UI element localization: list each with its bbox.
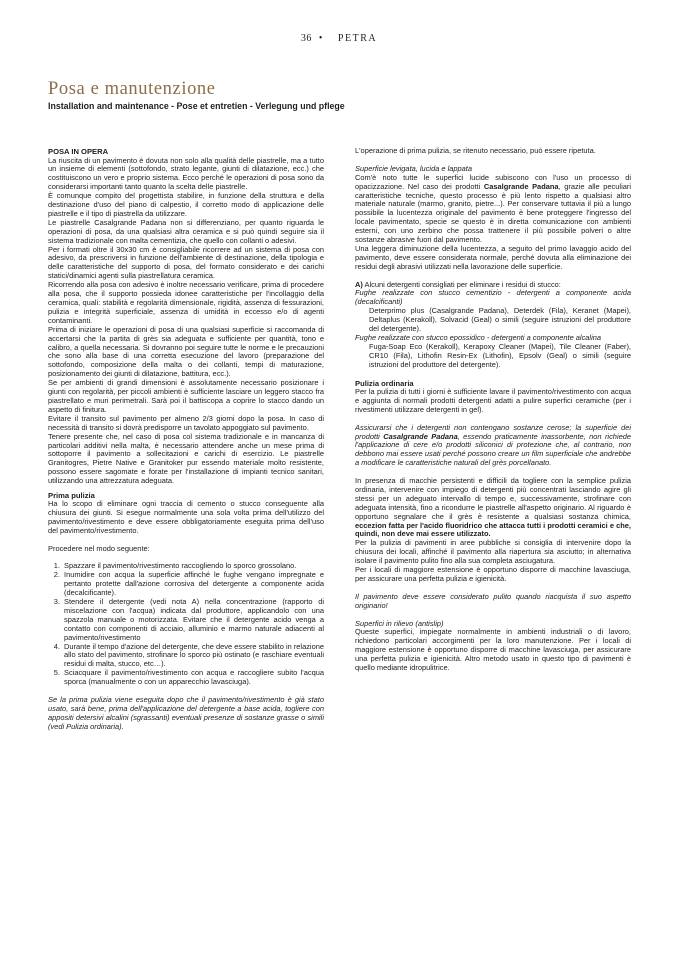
lucida-paragraph-2: Una leggera diminuzione della lucentezza, a seguito del primo lavaggio acido del pavimento, deve essere considerata normale, perché dovuta alla eliminazione dei residui degli abrasivi utilizzati nella lavorazione delle superficie. <box>355 243 631 271</box>
brand-name: Casalgrande Padana <box>383 431 458 441</box>
closing-note: Se la prima pulizia viene eseguita dopo che il pavimento/rivestimento è già stato usato, sarà bene, prima dell'applicazione del detergente a base acida, togliere con appositi detersivi alcalini (sgrassanti) eventuali presenze di sostanze grasse o simili (vedi Pulizia ordinaria). <box>48 694 324 731</box>
acid-warning: eccezion fatta per l'acido fluoridrico che attacca tutti i prodotti ceramici e che, quindi, non deve mai essere utilizzato. <box>355 520 631 539</box>
rilievo-paragraph: Queste superfici, impiegate normalmente in ambienti industriali o di lavoro, richiedono particolari accorgimenti per la loro manutenzione. Per i locali di maggiore estensione è opportuno disporre di macchine lavasciuga, per assicurare una perfetta pulizia e igienicità. Altro metodo usato in questo tipo di pavimenti è quello mediante idropulitrice. <box>355 627 631 673</box>
right-column <box>355 147 631 673</box>
posa-paragraph: Le piastrelle Casalgrande Padana non si differenziano, per quanto riguarda le operazioni di posa, da una qualsiasi altra ceramica e si può quindi seguire sia il sistema tradizionale con malta cementizia, che quello con collanti o adesivi. <box>48 217 324 245</box>
posa-paragraph: Ricorrendo alla posa con adesivo è inoltre necessario verificare, prima di procedere alla posa, che il supporto possieda idonee caratteristiche per l'incollaggio della ceramica, quali: stabilità e regolarità dimensionale, rigidità, assenza di fessurazioni, pulizia e integrità superficiale, assenza di umidità in eccesso e/o di agenti contaminanti. <box>48 280 324 325</box>
left-column <box>48 147 324 732</box>
fughe-epossidico-heading: Fughe realizzate con stucco epossidico - detergenti a componente alcalina <box>355 333 601 342</box>
procedure-step: 3. Stendere il detergente (vedi nota A) nella concentrazione (rapporto di miscelazione con l'acqua) indicata dal produttore, applicandolo con una spazzola manuale o motorizzata. Evitare che il detergente acido venga a contatto con componenti di acciaio, alluminio e marmo naturale adiacenti al pavimento/rivestimento <box>62 598 324 643</box>
procedure-step: 4. Durante il tempo d'azione del detergente, che deve essere stabilito in relazione allo stato del pavimento, strofinare lo sporco più ostinato (e raschiare eventuali residui di malta, stucco, etc…). <box>62 643 324 670</box>
detergent-note: A) Alcuni detergenti consigliati per eliminare i residui di stucco: <box>355 279 561 289</box>
posa-paragraph: Evitare il transito sul pavimento per almeno 2/3 giorni dopo la posa. In caso di necessità di transito si dovrà predisporre un tavolato appoggiato sul pavimento. <box>48 413 324 432</box>
page-title: Posa e manutenzione <box>48 79 216 99</box>
fughe-cementizio-heading: Fughe realizzate con stucco cementizio - detergenti a componente acida (decalcificanti) <box>355 288 631 307</box>
posa-heading: POSA IN OPERA <box>48 147 109 156</box>
posa-paragraph: Prima di iniziare le operazioni di posa di una qualsiasi superficie si raccomanda di accertarsi che la partita di grès sia adeguata e sufficiente per quantità, tono e calibro, a quella necessaria. Si dovranno poi seguire tutte le norme e le precauzioni che sono alla base di una corretta esecuzione del lavoro (preparazione del sottofondo, composizione della malta o dei collanti, tempi di maturazione, posizionamento dei giunti di dilatazione, battitura, ecc.). <box>48 324 324 379</box>
lucida-heading: Superficie levigata, lucida e lappata <box>355 163 473 173</box>
rilievo-heading: Superfici in rilievo (antislip) <box>355 618 444 628</box>
brand-name: Casalgrande Padana <box>483 181 559 191</box>
procedure-steps <box>48 562 324 687</box>
macchie-paragraph: In presenza di macchie persistenti e difficili da togliere con la semplice pulizia ordinaria, intervenire con impiego di detergenti più concentrati lasciando agire gli stessi per un adeguato intervallo di tempo e, successivamente, strofinare con adeguata intensità, fino a ricondurre le piastrelle all'aspetto originario. Al riguardo è opportuno segnalare che il grès è resistente a qualsiasi sostanza chimica, eccezion fatta per l'acido fluoridrico che attacca tutti i prodotti ceramici e che, quindi, non deve mai essere utilizzato. <box>355 476 631 539</box>
fughe-epossidico-list: Fuga-Soap Eco (Kerakoll), Kerapoxy Cleaner (Mapei), Tile Cleaner (Faber), CR10 (Fila), Lithofin Resin-Ex (Lithofin), Epsolv (Geal) o simili (seguire istruzioni del produttore del detergente). <box>369 341 631 369</box>
header-bullet: • <box>318 33 323 44</box>
locali-paragraph: Per i locali di maggiore estensione è opportuno disporre di macchine lavasciuga, per assicurare una perfetta pulizia e igienicità. <box>355 565 631 584</box>
procedure-step: 2. Inumidire con acqua la superficie affinché le fughe vengano impregnate e pertanto protette dall'azione corrosiva del detergente a componente acida (decalcificante). <box>62 571 324 598</box>
clean-criterion: Il pavimento deve essere considerato pulito quando riacquista il suo aspetto originario! <box>355 591 631 610</box>
repeat-note: L'operazione di prima pulizia, se ritenuto necessario, può essere ripetuta. <box>355 146 596 155</box>
pulizia-ordinaria-heading: Pulizia ordinaria <box>355 378 414 388</box>
pulizia-ordinaria-paragraph: Per la pulizia di tutti i giorni è sufficiente lavare il pavimento/rivestimento con acqua e aggiunta di normali prodotti detergenti adatti a pulire superfici ceramiche (per i rivestimenti utilizzare detergenti in gel). <box>355 387 631 414</box>
posa-paragraph: La riuscita di un pavimento è dovuta non solo alla qualità delle piastrelle, ma a tutto un insieme di elementi (sottofondo, strato legante, giunti di dilatazione, ecc.) che costituiscono un vero e proprio sistema. Ecco perché le operazioni di posa sono da considerarsi importanti tanto quanto la scelta delle piastrelle. <box>48 155 324 192</box>
posa-paragraph: Tenere presente che, nel caso di posa col sistema tradizionale e in mancanza di particolari additivi nella malta, è necessario attendere anche un mese prima di sottoporre il pavimento a sollecitazioni e carichi di esercizio. Le piastrelle Granitogres, Pietre Native e Granitoker pur essendo materiale molto resistente, possono essere sagomate e forate per l'installazione di impianti tecnico sanitari, utilizzando una attrezzatura adeguata. <box>48 431 324 486</box>
lucida-paragraph: Com'è noto tutte le superfici lucide subiscono con l'uso un processo di opacizzazione. Nel caso dei prodotti Casalgrande Padana, grazie alle peculiari caratteristiche tecniche, questo processo è più lento rispetto a qualsiasi altro materiale naturale (marmo, granito, pietre...). Per conservare tuttavia il più a lungo possibile la lucentezza originale del pavimento è bene proteggere l'ingresso del locale pavimentato, specie se questo è in diretta comunicazione con ambienti esterni, con uno zerbino che possa trattenere il più possibile polveri o altre sostanze abrasive fuori dal pavimento. <box>355 172 631 245</box>
running-header <box>0 33 678 44</box>
posa-paragraph: Se per ambienti di grandi dimensioni è assolutamente necessario posizionare i giunti con regolarità, per piccoli ambienti è sufficiente lasciare un leggero stacco fra piastrellato e muri perimetrali. Sarà poi il battiscopa a coprire lo stacco dando un aspetto di finitura. <box>48 378 324 414</box>
procedure-step: 1. Spazzare il pavimento/rivestimento raccogliendo lo sporco grossolano. <box>62 562 324 571</box>
note-label: A) <box>355 279 363 289</box>
posa-paragraph: È comunque compito del progettista stabilire, in funzione della struttura e della destinazione d'uso del piano di calpestio, il corretto modo di applicazione delle piastrelle e il tipo di piastrella da utilizzare. <box>48 191 324 218</box>
detergent-warning: Assicurarsi che i detergenti non contengano sostanze cerose; la superficie dei prodotti Casalgrande Padana, essendo praticamente inassorbente, non richiede l'applicazione di cere e/o prodotti siliconici di protezione che, al contrario, non debbono mai essere usati perché possono creare un film superficiale che andrebbe a modificare le caratteristiche naturali del grès porcellanato. <box>355 422 632 468</box>
prima-pulizia-paragraph: Ha lo scopo di eliminare ogni traccia di cemento o stucco conseguente alla chiusura dei giunti. Si esegue normalmente una sola volta prima dell'utilizzo del pavimento/rivestimento e deve essere obbligatoriamente eseguita prima dell'uso del pavimento/rivestimento. <box>48 499 324 535</box>
fughe-cementizio-list: Deterprimo plus (Casalgrande Padana), Deterdek (Fila), Keranet (Mapei), Deltaplus (Kerakoll), Solvacid (Geal) o simili (seguire istruzioni del produttore del detergente). <box>369 306 631 334</box>
aree-pubbliche-paragraph: Per la pulizia di pavimenti in aree pubbliche si consiglia di intervenire dopo la chiusura dei locali, affinché il pavimento alla riapertura sia asciutto; in alternativa isolare il pavimento pulito fino alla sua completa asciugatura. <box>355 538 631 566</box>
prima-pulizia-heading: Prima pulizia <box>48 490 95 500</box>
magazine-name: PETRA <box>337 33 378 44</box>
procedure-intro: Procedere nel modo seguente: <box>48 543 150 553</box>
procedure-step: 5. Sciacquare il pavimento/rivestimento con acqua e raccogliere subito l'acqua sporca (manualmente o con un apparecchio lavasciuga). <box>62 669 324 687</box>
page-number: 36 <box>300 33 312 44</box>
page-subtitle: Installation and maintenance - Pose et entretien - Verlegung und pflege <box>48 101 345 111</box>
posa-paragraph: Per i formati oltre il 30x30 cm è consigliabile ricorrere ad un sistema di posa con adesivo, da prescriversi in funzione dell'ambiente di destinazione, della tipologia e delle caratteristiche del supporto di posa, del formato considerato e dei carichi statici/dinamici agenti sulla piastrellatura ceramica. <box>48 244 324 281</box>
